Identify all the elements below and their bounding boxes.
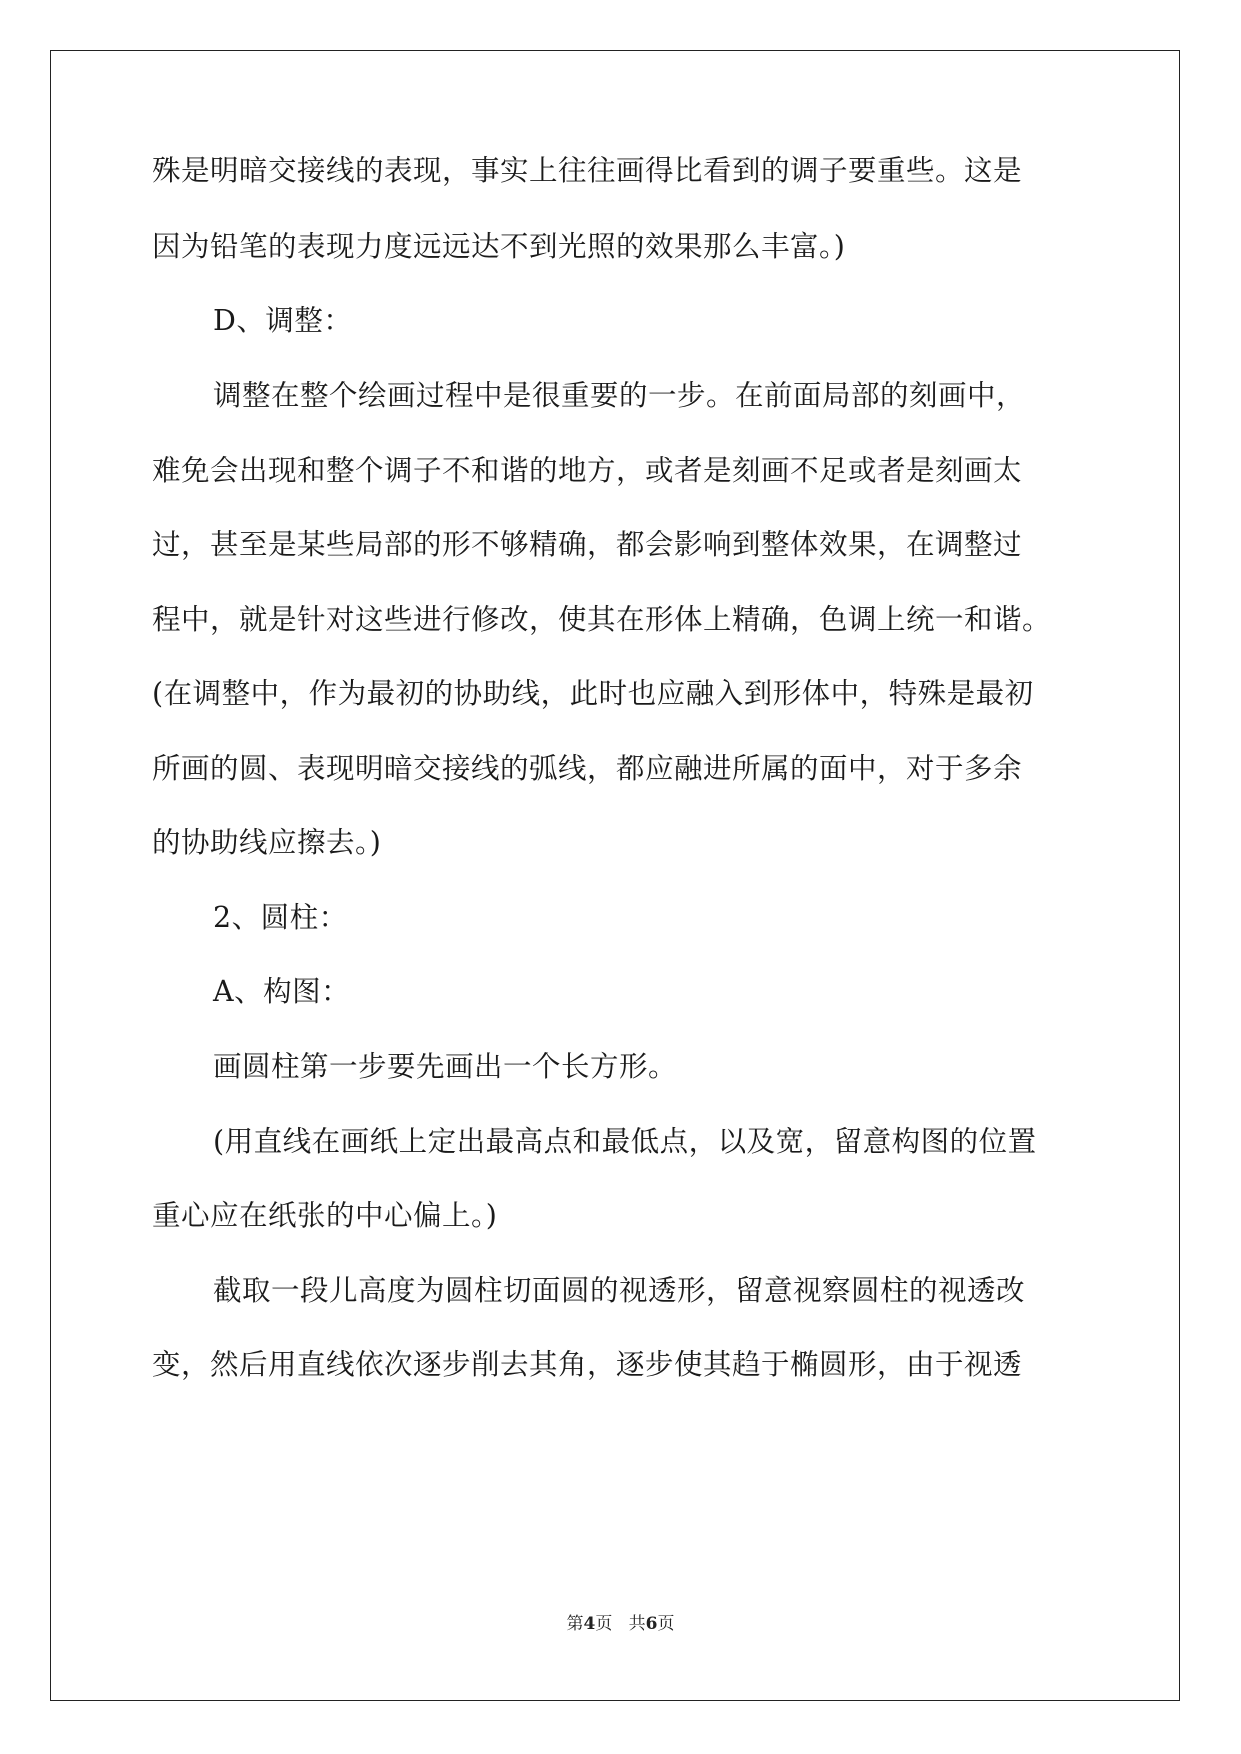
- body-text-line: 殊是明暗交接线的表现，事实上往往画得比看到的调子要重些。这是: [152, 154, 1023, 187]
- body-text-line: 程中，就是针对这些进行修改，使其在形体上精确，色调上统一和谐。: [152, 603, 1052, 636]
- page-border: [50, 50, 1180, 1701]
- footer-total-suffix: 页: [657, 1614, 675, 1634]
- footer-prefix: 第: [566, 1614, 584, 1634]
- body-text-line: 画圆柱第一步要先画出一个长方形。: [213, 1050, 678, 1083]
- section-heading: 2、圆柱：: [213, 901, 348, 934]
- section-heading: D、调整：: [213, 304, 353, 337]
- footer-total-prefix: 共: [628, 1614, 646, 1634]
- body-text-line: 重心应在纸张的中心偏上。): [152, 1199, 498, 1232]
- section-heading: A、构图：: [213, 975, 351, 1008]
- body-text-line: 的协助线应擦去。): [152, 826, 382, 859]
- body-text-line: 所画的圆、表现明暗交接线的弧线，都应融进所属的面中，对于多余: [152, 752, 1023, 785]
- body-text-line: 截取一段儿高度为圆柱切面圆的视透形，留意视察圆柱的视透改: [213, 1274, 1026, 1307]
- body-text-line: 难免会出现和整个调子不和谐的地方，或者是刻画不足或者是刻画太: [152, 454, 1023, 487]
- current-page-number: 4: [583, 1614, 596, 1634]
- body-text-line: 因为铅笔的表现力度远远达不到光照的效果那么丰富。): [152, 230, 846, 263]
- body-text-line: (用直线在画纸上定出最高点和最低点，以及宽，留意构图的位置: [213, 1125, 1037, 1158]
- body-text-line: (在调整中，作为最初的协助线，此时也应融入到形体中，特殊是最初: [152, 677, 1034, 710]
- body-text-line: 过，甚至是某些局部的形不够精确，都会影响到整体效果，在调整过: [152, 528, 1023, 561]
- body-text-line: 变，然后用直线依次逐步削去其角，逐步使其趋于椭圆形，由于视透: [152, 1348, 1023, 1381]
- total-pages-number: 6: [645, 1614, 658, 1634]
- footer-page-suffix: 页: [595, 1614, 613, 1634]
- body-text-line: 调整在整个绘画过程中是很重要的一步。在前面局部的刻画中，: [213, 379, 1026, 412]
- page-footer: [0, 1612, 1241, 1636]
